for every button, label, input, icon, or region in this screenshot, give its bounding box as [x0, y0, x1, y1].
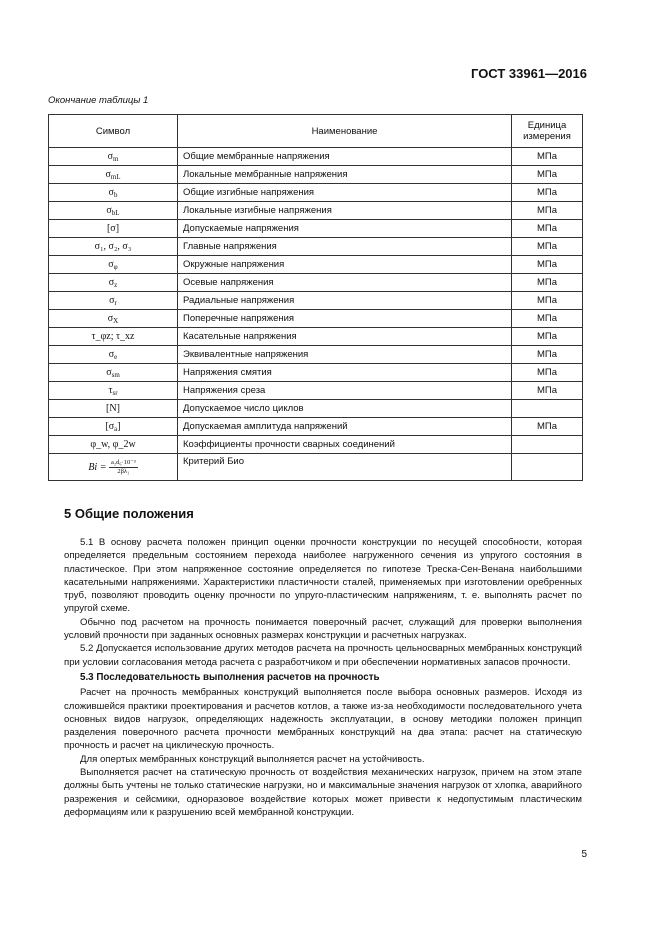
symbol-base: σ [108, 348, 115, 360]
bi-numerator: a₂d₆·10⁻³ [110, 458, 136, 466]
paragraph-5-3-a: Расчет на прочность мембранных конструкций выполняется после выбора основных размеров. Исходя из сложившейся практики проектирования и расчетов котлов, а также из-за необходимости последовательного учета основных видов нагрузок, определяющих надежность эксплуатации, в основу методики положен принцип разделения поверочного расчета прочности мембранных конструкций на два этапа: расчет на статическую прочность и расчет на циклическую прочность. [64, 687, 582, 752]
page-number: 5 [581, 849, 587, 860]
name-cell: Допускаемые напряжения [178, 220, 512, 238]
unit-cell: МПа [512, 238, 583, 256]
symbol-base: σ [108, 258, 114, 270]
name-cell: Локальные мембранные напряжения [178, 166, 512, 184]
symbol-cell [49, 274, 178, 292]
name-cell: Напряжения смятия [178, 364, 512, 382]
table-row [49, 274, 583, 292]
symbol-subscript: z [114, 280, 118, 289]
symbol-base: σ [106, 366, 112, 378]
paragraph-5-2: 5.2 Допускается использование других методов расчета на прочность цельносварных мембранных конструкций при условии согласования метода расчета с разработчиком и при обеспечении нормативных запасов прочности. [64, 643, 582, 668]
symbol-cell [49, 166, 178, 184]
section-title: 5 Общие положения [64, 506, 194, 521]
symbol-cell [49, 202, 178, 220]
unit-cell: МПа [512, 328, 583, 346]
symbol-subscript: φ [113, 262, 118, 271]
symbol-subscript: a [114, 424, 118, 433]
symbol-subscript: e [114, 352, 118, 361]
name-cell: Поперечные напряжения [178, 310, 512, 328]
symbol-base: σ [109, 294, 115, 306]
table-header-row [49, 115, 583, 148]
name-cell: Допускаемая амплитуда напряжений [178, 418, 512, 436]
paragraph-5-1: 5.1 В основу расчета положен принцип оценки прочности конструкции по несущей способности, которая определяется предельным состоянием перехода наиболее нагруженного сечения из упругого состояния в пластическое. При этом напряженное состояние определяется по гипотезе Треска-Сен-Венана наибольшими касательными напряжениями. Характеристики пластичности сталей, применяемых при изготовлении оребренных труб, позволяют проводить оценку прочности по упруго-пластическим напряжениям, т. е. выполнять расчет по упругой схеме. [64, 537, 582, 615]
symbol-cell [49, 310, 178, 328]
unit-cell: МПа [512, 274, 583, 292]
symbols-table [48, 114, 583, 481]
symbol-base: σ₁, σ₂, σ₃ [94, 241, 132, 252]
name-cell: Эквивалентные напряжения [178, 346, 512, 364]
symbol-subscript: m [112, 154, 119, 163]
symbol-cell [49, 328, 178, 346]
symbol-cell [49, 238, 178, 256]
symbol-base: [N] [106, 403, 120, 414]
symbol-cell [49, 148, 178, 166]
symbol-subscript: sm [111, 370, 120, 379]
table-row [49, 364, 583, 382]
symbol-subscript: sr [112, 388, 118, 397]
unit-cell [512, 454, 583, 481]
table-row [49, 166, 583, 184]
symbol-cell: $[\sigma_a]$ [49, 418, 178, 436]
symbol-cell [49, 454, 178, 481]
unit-cell: МПа [512, 148, 583, 166]
table-row [49, 436, 583, 454]
symbol-base: σ [106, 204, 112, 216]
symbol-subscript: b [113, 190, 118, 199]
name-cell: Осевые напряжения [178, 274, 512, 292]
symbol-cell [49, 382, 178, 400]
unit-cell: МПа [512, 220, 583, 238]
name-cell: Общие изгибные напряжения [178, 184, 512, 202]
symbol-cell [49, 292, 178, 310]
bi-lhs: Bi = [88, 461, 107, 473]
symbol-subscript: X [113, 316, 119, 325]
table-row [49, 310, 583, 328]
symbol-subscript: bL [111, 208, 120, 217]
symbol-cell [49, 436, 178, 454]
standard-number: ГОСТ 33961—2016 [471, 66, 587, 81]
symbol-base: σ [108, 276, 115, 288]
name-cell: Радиальные напряжения [178, 292, 512, 310]
header-unit: Единица измерения [512, 115, 583, 148]
header-symbol: Символ [49, 115, 178, 148]
name-cell: Главные напряжения [178, 238, 512, 256]
name-cell: Критерий Био [178, 454, 512, 481]
symbol-base: τ [108, 384, 113, 396]
table-row [49, 256, 583, 274]
symbol-cell [49, 220, 178, 238]
table-row [49, 292, 583, 310]
symbol-cell [49, 184, 178, 202]
paragraph-5-3-b: Для опертых мембранных конструкций выполняется расчет на устойчивость. [80, 753, 425, 765]
symbol-cell [49, 400, 178, 418]
table-row [49, 184, 583, 202]
name-cell: Напряжения среза [178, 382, 512, 400]
unit-cell [512, 400, 583, 418]
unit-cell: МПа [512, 346, 583, 364]
header-name: Наименование [178, 115, 512, 148]
paragraph-5-3-c: Выполняется расчет на статическую прочность от воздействия механических нагрузок, причем на этом этапе должны быть учтены не только статические нагрузки, но и максимальные значения нагрузок от хлопка, аварийного разрежения и сейсмики, одноразовое воздействие которых может привести к недопустимым пластическим деформациям или к разрушению всей мембранной конструкции. [64, 767, 582, 818]
symbol-base: σ [105, 168, 111, 180]
bi-denominator: 2βλ₁ [117, 467, 130, 475]
table-row [49, 328, 583, 346]
unit-cell: МПа [512, 202, 583, 220]
symbol-base: σ [107, 312, 114, 324]
symbol-base: [σ [105, 420, 115, 432]
symbol-base: σ [108, 186, 114, 198]
name-cell: Допускаемое число циклов [178, 400, 512, 418]
table-row [49, 220, 583, 238]
unit-cell: МПа [512, 292, 583, 310]
unit-cell [512, 436, 583, 454]
unit-cell: МПа [512, 418, 583, 436]
symbol-subscript: mL [110, 172, 121, 181]
table-row [49, 400, 583, 418]
paragraph-5-1-cont: Обычно под расчетом на прочность понимается поверочный расчет, служащий для проверки выполнения условий прочности при заданных основных размерах конструкции и расчетных нагрузках. [64, 616, 582, 642]
table-row [49, 148, 583, 166]
table-row [49, 202, 583, 220]
unit-cell: МПа [512, 184, 583, 202]
subsection-title: 5.3 Последовательность выполнения расчетов на прочность [80, 671, 380, 683]
name-cell: Локальные изгибные напряжения [178, 202, 512, 220]
table-row [49, 382, 583, 400]
name-cell: Общие мембранные напряжения [178, 148, 512, 166]
unit-cell: МПа [512, 310, 583, 328]
table-row [49, 454, 583, 481]
unit-cell: МПа [512, 166, 583, 184]
table-row [49, 418, 583, 436]
name-cell: Коэффициенты прочности сварных соединений [178, 436, 512, 454]
symbol-cell [49, 256, 178, 274]
section-body [64, 536, 582, 819]
name-cell: Окружные напряжения [178, 256, 512, 274]
unit-cell: МПа [512, 256, 583, 274]
symbol-subscript: r [114, 298, 117, 307]
name-cell: Касательные напряжения [178, 328, 512, 346]
symbol-base: σ [107, 150, 113, 162]
table-row [49, 346, 583, 364]
table-caption: Окончание таблицы 1 [48, 95, 149, 106]
symbol-base: [σ] [106, 223, 120, 234]
symbol-cell [49, 346, 178, 364]
bi-fraction [109, 459, 138, 476]
unit-cell: МПа [512, 364, 583, 382]
symbol-base: τ_φz; τ_xz [91, 331, 135, 342]
unit-cell: МПа [512, 382, 583, 400]
symbol-base: φ_w, φ_2w [90, 439, 136, 450]
symbol-cell [49, 364, 178, 382]
table-row [49, 238, 583, 256]
